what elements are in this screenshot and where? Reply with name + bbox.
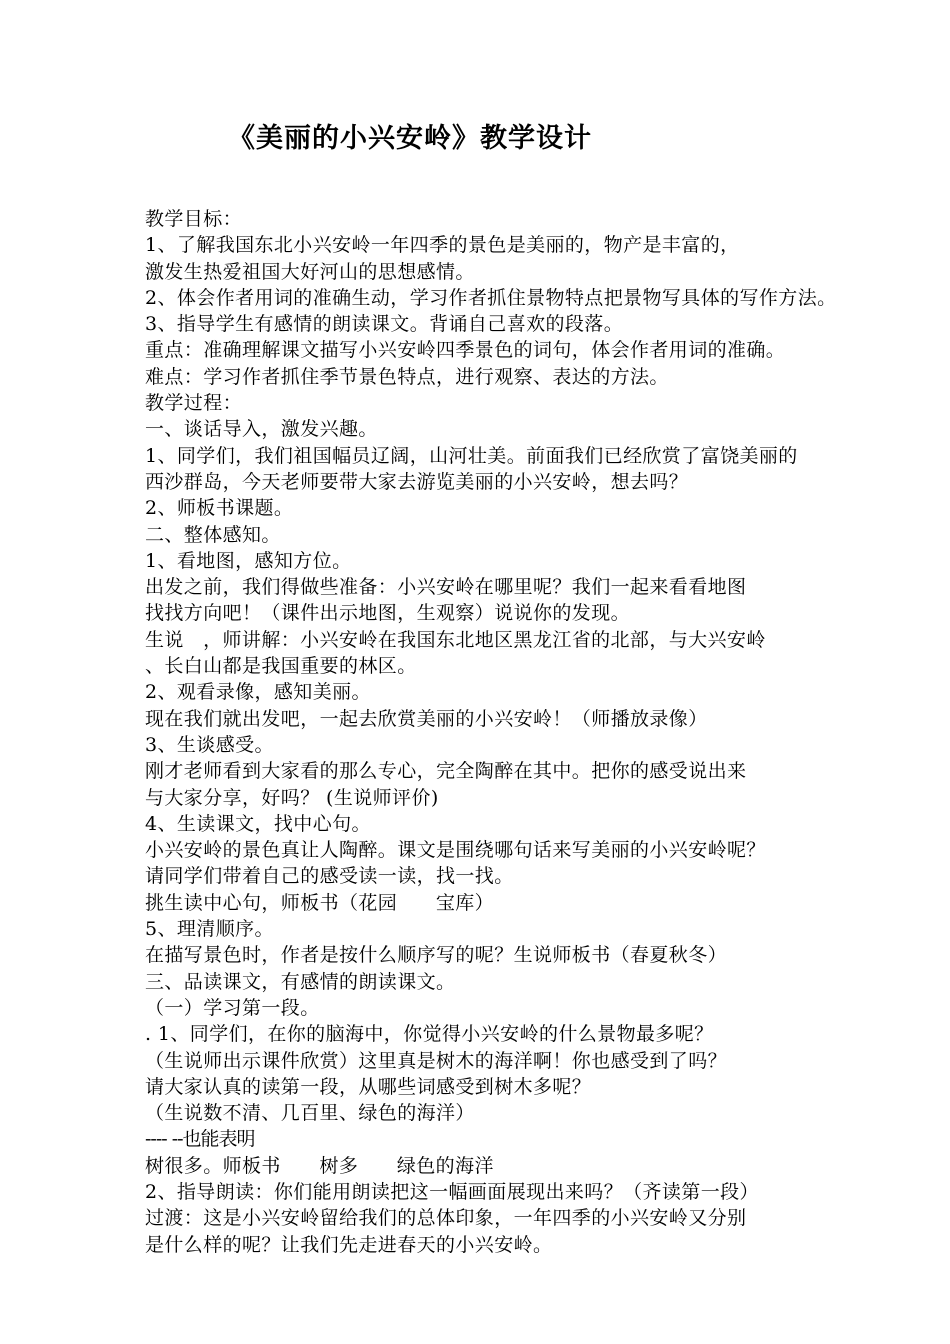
text-line: 2、师板书课题。	[145, 497, 294, 520]
text-line: 出发之前，我们得做些准备：小兴安岭在哪里呢？我们一起来看看地图	[145, 576, 747, 599]
text-line: 3、生谈感受。	[145, 733, 274, 756]
text-line: 树很多。师板书 树多 绿色的海洋	[145, 1154, 494, 1177]
text-line: 与大家分享，好吗？ (生说师评价)	[145, 786, 439, 809]
text-line: 1、了解我国东北小兴安岭一年四季的景色是美丽的，物产是丰富的，	[145, 234, 740, 257]
text-line: 是什么样的呢？让我们先走进春天的小兴安岭。	[145, 1233, 553, 1256]
text-line: 生说 ，师讲解：小兴安岭在我国东北地区黑龙江省的北部，与大兴安岭	[145, 628, 766, 651]
text-line: 难点：学习作者抓住季节景色特点，进行观察、表达的方法。	[145, 365, 669, 388]
text-line: 二、整体感知。	[145, 523, 281, 546]
document-body	[145, 206, 935, 1258]
text-line: 重点：准确理解课文描写小兴安岭四季景色的词句，体会作者用词的准确。	[145, 339, 786, 362]
text-line: 请大家认真的读第一段，从哪些词感受到树木多呢？	[145, 1075, 592, 1098]
text-line: 在描写景色时，作者是按什么顺序写的呢？生说师板书（春夏秋冬）	[145, 944, 728, 967]
text-line: 现在我们就出发吧，一起去欣赏美丽的小兴安岭！（师播放录像）	[145, 707, 708, 730]
text-line: 5、理清顺序。	[145, 918, 274, 941]
text-line: 三、品读课文，有感情的朗读课文。	[145, 970, 456, 993]
text-line: 2、体会作者用词的准确生动，学习作者抓住景物特点把景物写具体的写作方法。	[145, 286, 837, 309]
text-line: 西沙群岛，今天老师要带大家去游览美丽的小兴安岭，想去吗？	[145, 470, 689, 493]
text-line: . 1、同学们，在你的脑海中，你觉得小兴安岭的什么景物最多呢？	[145, 1023, 714, 1046]
text-line: 、长白山都是我国重要的林区。	[145, 655, 417, 678]
text-line: （一）学习第一段。	[145, 996, 320, 1019]
text-line: （生说数不清、几百里、绿色的海洋）	[145, 1102, 475, 1125]
text-line: （生说师出示课件欣赏）这里真是树木的海洋啊！你也感受到了吗？	[145, 1049, 728, 1072]
text-line: 一、谈话导入，激发兴趣。	[145, 418, 378, 441]
text-line: ---- --也能表明	[145, 1128, 255, 1151]
text-line: 教学过程：	[145, 392, 243, 415]
text-line: 4、生读课文，找中心句。	[145, 812, 371, 835]
text-line: 刚才老师看到大家看的那么专心，完全陶醉在其中。把你的感受说出来	[145, 760, 747, 783]
text-line: 2、指导朗读：你们能用朗读把这一幅画面展现出来吗？（齐读第一段）	[145, 1180, 759, 1203]
document-title: 《美丽的小兴安岭》教学设计	[228, 123, 592, 154]
text-line: 1、同学们，我们祖国幅员辽阔，山河壮美。前面我们已经欣赏了富饶美丽的	[145, 444, 798, 467]
text-line: 激发生热爱祖国大好河山的思想感情。	[145, 260, 475, 283]
text-line: 小兴安岭的景色真让人陶醉。课文是围绕哪句话来写美丽的小兴安岭呢？	[145, 839, 766, 862]
text-line: 请同学们带着自己的感受读一读，找一找。	[145, 865, 514, 888]
text-line: 教学目标：	[145, 208, 243, 230]
text-line: 1、看地图，感知方位。	[145, 549, 352, 572]
text-line: 过渡：这是小兴安岭留给我们的总体印象，一年四季的小兴安岭又分别	[145, 1207, 747, 1230]
text-line: 找找方向吧！（课件出示地图，生观察）说说你的发现。	[145, 602, 631, 625]
text-line: 2、观看录像，感知美丽。	[145, 681, 371, 704]
text-line: 3、指导学生有感情的朗读课文。背诵自己喜欢的段落。	[145, 313, 624, 336]
text-line: 挑生读中心句，师板书（花园 宝库）	[145, 891, 495, 914]
